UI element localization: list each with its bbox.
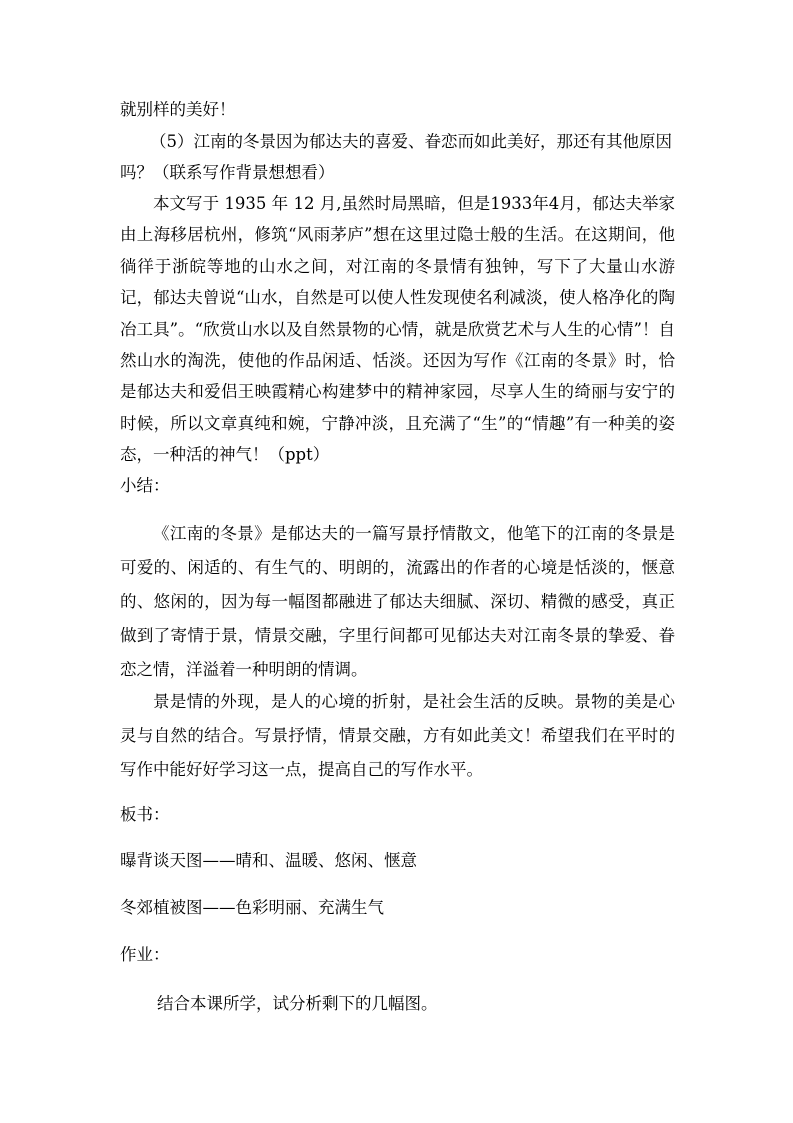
intro-line: 就别样的美好！ (120, 100, 236, 119)
board-heading: 板书： (120, 805, 170, 824)
homework-heading: 作业： (120, 945, 170, 964)
homework-text: 结合本课所学，试分析剩下的几幅图。 (157, 994, 438, 1013)
summary-paragraph-2: 景是情的外现，是人的心境的折射，是社会生活的反映。景物的美是心灵与自然的结合。写景抒情，情景交融，方有如此美文！希望我们在平时的写作中能好好学习这一点，提高自己的写作水平。 (120, 692, 675, 779)
question-5-line-2: 吗？（联系写作背景想想看） (120, 163, 335, 182)
question-5-line-1: （5）江南的冬景因为郁达夫的喜爱、眷恋而如此美好，那还有其他原因 (150, 132, 672, 151)
writing-background-paragraph: 本文写于 1935 年 12 月,虽然时局黑暗，但是1933年4月，郁达夫举家由上海移居杭州，修筑“风雨茅庐”想在这里过隐士般的生活。在这期间，他徜徉于浙皖等地的山水之间，对江南的冬景情有独钟，写下了大量山水游记，郁达夫曾说“山水，自然是可以使人性发现使名利减淡，使人格净化的陶冶工具”。“欣赏山水以及自然景物的心情，就是欣赏艺术与人生的心情”！自然山水的淘洗，使他的作品闲适、恬淡。还因为写作《江南的冬景》时，恰是郁达夫和爱侣王映霞精心构建梦中的精神家园，尽享人生的绮丽与安宁的时候，所以文章真纯和婉，宁静冲淡，且充满了“生”的“情趣”有一种美的姿态，一种活的神气！（ppt） (120, 194, 675, 465)
summary-heading: 小结： (120, 476, 170, 495)
board-line-1: 曝背谈天图——晴和、温暖、悠闲、惬意 (120, 851, 417, 870)
summary-paragraph-1: 《江南的冬景》是郁达夫的一篇写景抒情散文，他笔下的江南的冬景是可爱的、闲适的、有生气的、明朗的，流露出的作者的心境是恬淡的，惬意的、悠闲的，因为每一幅图都融进了郁达夫细腻、深切、精微的感受，真正做到了寄情于景，情景交融，字里行间都可见郁达夫对江南冬景的挚爱、眷恋之情，洋溢着一种明朗的情调。 (120, 524, 675, 679)
board-line-2: 冬郊植被图——色彩明丽、充满生气 (120, 898, 384, 917)
